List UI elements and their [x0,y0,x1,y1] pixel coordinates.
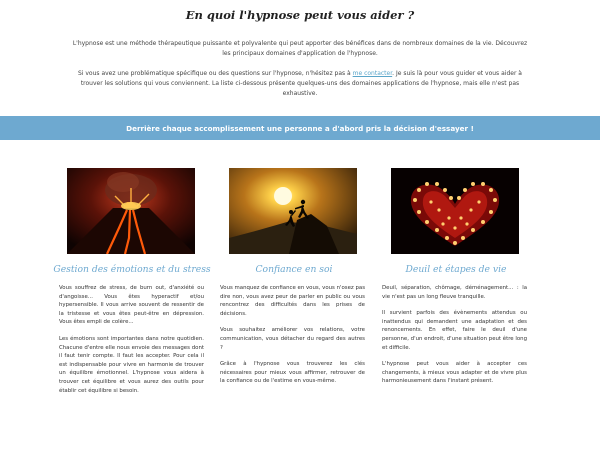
column-paragraph: Grâce à l'hypnose vous trouverez les clés nécessaires pour mieux vous affirmer, retrouver de la confiance ou de l'estime en vous-même. [220,361,365,385]
column-paragraph: L'hypnose peut vous aider à accepter ces changements, à mieux vous adapter et de vivre plus harmonieusement dans l'instant présent. [382,361,527,385]
column-title-confidence: Confiance en soi [255,264,333,275]
intro-paragraph: L'hypnose est une méthode thérapeutique puissante et polyvalente qui peut apporter des bénéfices dans de nombreux domaines de la vie. Découvrez les principaux domaines d'application de l'hypnose. [72,40,528,57]
column-text-emotions [59,284,204,403]
quote-banner [0,116,600,140]
column-title-grief: Deuil et étapes de vie [405,264,507,275]
column-text-confidence [220,284,365,394]
intro-text-after-link: . Je suis là pour vous guider et vous aider à trouver les solutions qui vous conviennent. La liste ci-dessous présente quelques-uns des domaines applications de l'hypnose, mais elle n'est pas exhaustive. [80,70,522,97]
intro-text-before-link: Si vous avez une problématique spécifique ou des questions sur l'hypnose, n'hésitez pas à [78,70,353,77]
column-paragraph: Il survient parfois des évènements attendus ou inattendus qui demandent une adaptation et des renoncements. En effet, faire le deuil d'une personne, d'un endroit, d'une situation peut être long et difficile. [382,310,527,351]
column-paragraph: Deuil, séparation, chômage, déménagement... : la vie n'est pas un long fleuve tranquille. [382,285,527,300]
column-paragraph: Les émotions sont importantes dans notre quotidien. Chacune d'entre elle nous envoie des messages dont il faut tenir compte. Il faut les accepter. Pour cela il est indispensable pour vivre en harmonie de trouver un équilibre émotionnel. L'hypnose vous aidera à trouver cet équilibre et vous aurez des outils pour établir cet équilibre si besoin. [59,335,204,394]
column-grief [381,168,521,254]
quote-banner-text: Derrière chaque accomplissement une personne a d'abord pris la décision d'essayer ! [126,123,474,133]
column-paragraph: Vous souhaitez améliorer vos relations, votre communication, vous détacher du regard des autres ? [220,327,365,351]
volcano-image [67,168,195,254]
intro-contact-paragraph [70,69,530,99]
column-text-grief [382,284,527,394]
intro-section [70,39,530,99]
column-title-emotions: Gestion des émotions et du stress [53,264,211,275]
column-emotions [57,168,197,254]
page-title: En quoi l'hypnose peut vous aider ? [185,8,415,22]
column-paragraph: Vous souffrez de stress, de burn out, d'anxiété ou d'angoisse... Vous êtes hyperactif et/ou hypersensible. Il vous arrive souvent de ressentir de la tristesse et vous êtes peut-être en dépression. Vous êtes empli de colère... [59,285,204,326]
climbers-sunset-image [229,168,357,254]
column-confidence [219,168,359,254]
candle-heart-image [391,168,519,254]
contact-link[interactable]: me contacter [352,70,393,77]
column-paragraph: Vous manquez de confiance en vous, vous n'osez pas dire non, vous avez peur de parler en public ou vous rencontrez des difficultés dans les prises de décisions. [220,285,365,317]
